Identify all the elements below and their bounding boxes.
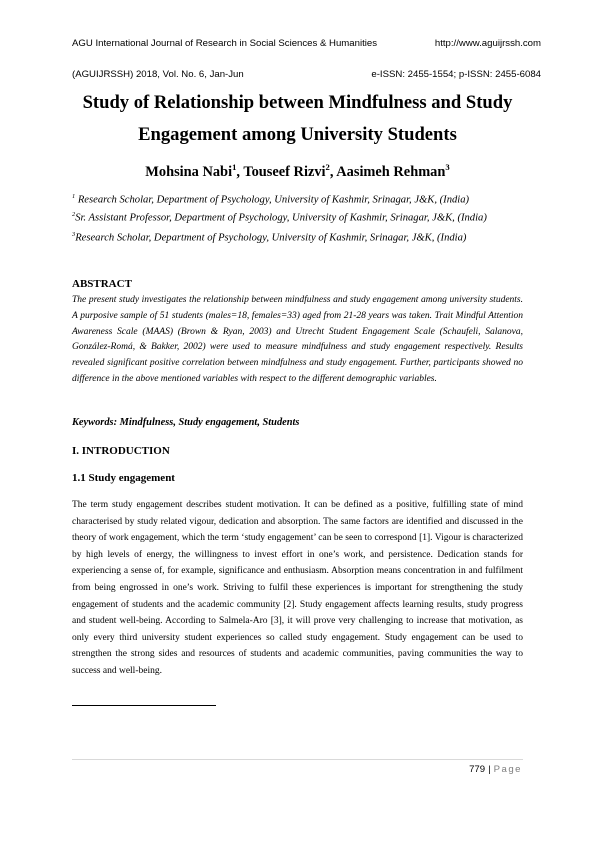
affiliation-2 <box>72 211 487 224</box>
page-number: 779 <box>469 764 486 775</box>
abstract-heading: ABSTRACT <box>72 278 132 290</box>
author-name: Aasimeh Rehman <box>336 163 446 180</box>
issue-info: (AGUIJRSSH) 2018, Vol. No. 6, Jan-Jun <box>72 69 244 80</box>
keywords: Keywords: Mindfulness, Study engagement, Students <box>72 417 300 428</box>
author-separator: , <box>329 163 337 180</box>
page-footer <box>469 764 522 775</box>
body-paragraph: The term study engagement describes student motivation. It can be defined as a positive, fulfilling state of mind characterised by study related vigour, dedication and absorption. The same factors are identified and discussed in the theory of work engagement, which the term ‘study engagement’ can be seen to correspond [1]. Vigour is characterized by high levels of energy, the willingness to invest effort in one’s work, and persistence. Dedication stands for experiencing a sense of, for example, significance and enthusiasm. Absorption means concentration in and fulfilment from being engrossed in one’s work. Striving to fulfil these experiences is important for strengthening the study engagement of students and the academic community [2]. Study engagement affects learning results, study progress and student well-being. According to Salmela-Aro [3], it will prove very challenging to increase that motivation, as only every third university student experiences so called study engagement. Study engagement can be used to strengthen the strong sides and resources of students and academic communities, paving communities the way to success and well-being. <box>72 500 523 676</box>
affiliation-1 <box>72 193 469 206</box>
author-affiliation-mark: 3 <box>445 162 450 172</box>
footnote-rule <box>72 705 216 706</box>
author-separator: , <box>236 163 244 180</box>
affiliation-mark: 2 <box>72 211 76 218</box>
author-name: Mohsina Nabi <box>145 163 233 180</box>
journal-name: AGU International Journal of Research in Social Sciences & Humanities <box>72 38 378 49</box>
author-name: Touseef Rizvi <box>243 163 326 180</box>
footer-rule <box>72 759 523 760</box>
affiliation-mark: 1 <box>72 193 76 200</box>
paper-title-line-2: Engagement among University Students <box>138 124 457 145</box>
affiliation-text: Research Scholar, Department of Psychology, University of Kashmir, Srinagar, J&K, (India) <box>75 232 467 244</box>
paper-title-line-1: Study of Relationship between Mindfulness and Study <box>82 92 513 113</box>
affiliation-text: Research Scholar, Department of Psychology, University of Kashmir, Srinagar, J&K, (India) <box>75 194 470 206</box>
section-heading: I. INTRODUCTION <box>72 445 170 457</box>
author-affiliation-mark: 1 <box>232 162 237 172</box>
subsection-heading: 1.1 Study engagement <box>72 472 175 484</box>
page-label: Page <box>493 764 522 775</box>
author-list <box>40 162 555 181</box>
page-separator: | <box>488 764 491 775</box>
journal-url: http://www.aguijrssh.com <box>434 38 541 49</box>
abstract-text: The present study investigates the relationship between mindfulness and study engagement among university students. A purposive sample of 51 students (males=18, females=33) aged from 21-28 years was taken. Trait Mindful Attention Awareness Scale (MAAS) (Brown & Ryan, 2003) and Utrecht Student Engagement Scale (Schaufeli, Salanova, González-Romá, & Bakker, 2002) were used to measure mindfulness and study engagement respectively. Results revealed significant positive correlation between mindfulness and study engagement. Further, participants showed no difference in the above mentioned variables with respect to the different demographic variables. <box>72 295 523 384</box>
issn-info: e-ISSN: 2455-1554; p-ISSN: 2455-6084 <box>371 69 541 80</box>
affiliation-mark: 3 <box>72 231 76 238</box>
author-affiliation-mark: 2 <box>325 162 330 172</box>
affiliation-text: Sr. Assistant Professor, Department of Psychology, University of Kashmir, Srinagar, J&K, (India) <box>75 212 487 224</box>
affiliation-3 <box>72 231 466 244</box>
